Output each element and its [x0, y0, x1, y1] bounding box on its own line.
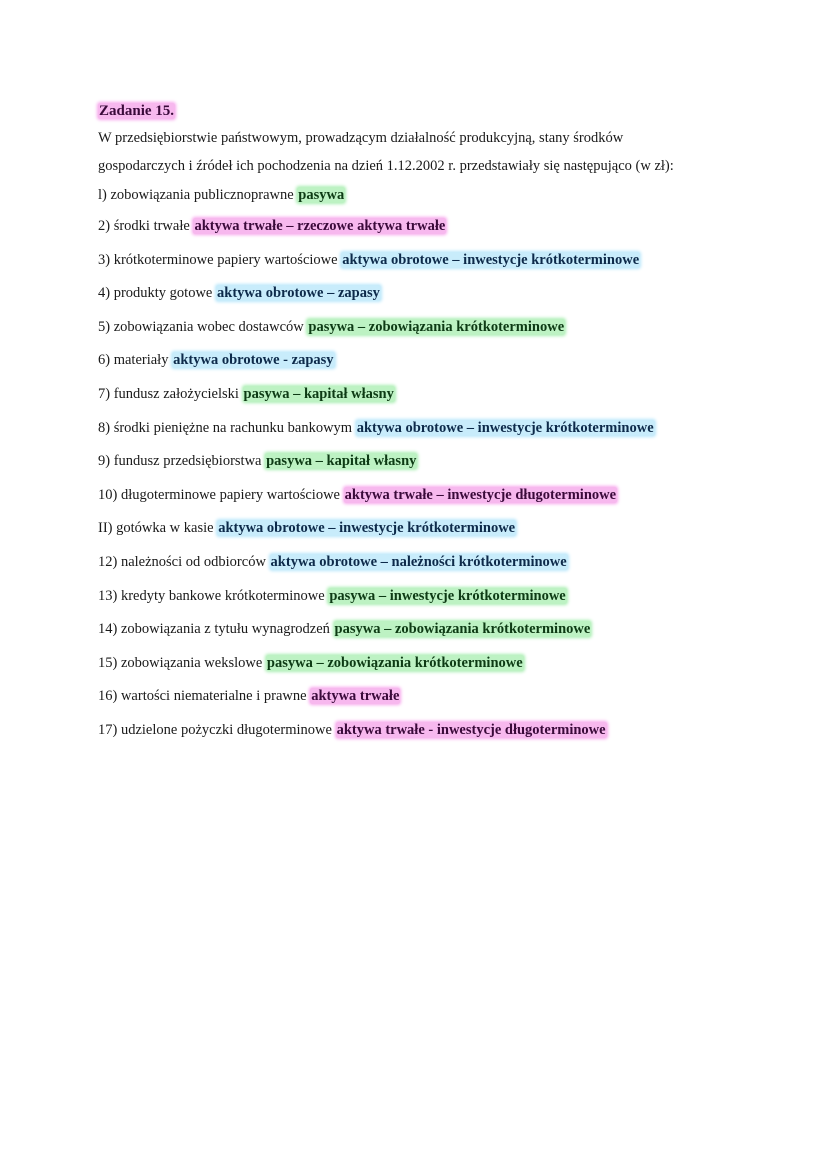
list-item	[98, 580, 738, 614]
item-answer: pasywa – zobowiązania krótkoterminowe	[308, 318, 565, 335]
item-text: 13) kredyty bankowe krótkoterminowe	[98, 587, 325, 604]
item-answer: pasywa – zobowiązania krótkoterminowe	[266, 654, 523, 671]
item-text: 2) środki trwałe	[98, 218, 190, 234]
item-text: 5) zobowiązania wobec dostawców	[98, 318, 304, 335]
list-item	[98, 546, 738, 580]
list-item	[98, 647, 738, 681]
item-text: 7) fundusz założycielski	[98, 385, 239, 402]
item-answer: aktywa obrotowe – inwestycje krótkoterminowe	[342, 251, 640, 268]
item-text: 10) długoterminowe papiery wartościowe	[98, 486, 340, 503]
item-answer: aktywa obrotowe – inwestycje krótkoterminowe	[356, 419, 654, 436]
document-page	[98, 100, 738, 748]
intro-line-2: gospodarczych i źródeł ich pochodzenia na dzień 1.12.2002 r. przedstawiały się następująco (w zł):	[98, 158, 674, 174]
item-text: 14) zobowiązania z tytułu wynagrodzeń	[98, 621, 330, 638]
item-answer: aktywa trwałe – inwestycje długoterminowe	[344, 486, 617, 503]
items-list	[98, 180, 738, 748]
item-answer: aktywa obrotowe - zapasy	[173, 352, 334, 369]
item-answer: aktywa obrotowe – inwestycje krótkoterminowe	[218, 520, 516, 537]
list-item	[98, 412, 738, 446]
item-answer: aktywa obrotowe – zapasy	[217, 285, 380, 302]
list-item	[98, 680, 738, 714]
list-item	[98, 180, 738, 210]
intro-line-1: W przedsiębiorstwie państwowym, prowadzącym działalność produkcyjną, stany środków	[98, 130, 624, 146]
task-title-text: Zadanie 15.	[99, 103, 175, 119]
item-text: 8) środki pieniężne na rachunku bankowym	[98, 419, 353, 436]
item-text: 15) zobowiązania wekslowe	[98, 654, 263, 671]
item-text: 16) wartości niematerialne i prawne	[98, 688, 307, 705]
item-answer: aktywa obrotowe – należności krótkoterminowe	[270, 553, 567, 570]
item-answer: pasywa – kapitał własny	[266, 453, 417, 470]
list-item	[98, 479, 738, 513]
item-answer: aktywa trwałe – rzeczowe aktywa trwałe	[194, 218, 446, 234]
item-answer: pasywa – inwestycje krótkoterminowe	[329, 587, 566, 604]
list-item	[98, 344, 738, 378]
item-text: 3) krótkoterminowe papiery wartościowe	[98, 251, 338, 268]
item-text: 9) fundusz przedsiębiorstwa	[98, 453, 262, 470]
item-text: II) gotówka w kasie	[98, 520, 214, 537]
list-item	[98, 378, 738, 412]
item-answer: pasywa – kapitał własny	[243, 385, 394, 402]
item-answer: pasywa	[298, 187, 345, 203]
item-text: 12) należności od odbiorców	[98, 553, 266, 570]
item-text: 17) udzielone pożyczki długoterminowe	[98, 721, 332, 738]
item-answer: aktywa trwałe	[311, 688, 400, 705]
list-item	[98, 445, 738, 479]
task-intro	[98, 124, 738, 180]
list-item	[98, 714, 738, 748]
list-item	[98, 613, 738, 647]
task-title	[98, 100, 738, 122]
list-item	[98, 512, 738, 546]
item-text: 6) materiały	[98, 352, 169, 369]
item-text: l) zobowiązania publicznoprawne	[98, 187, 294, 203]
list-item	[98, 277, 738, 311]
list-item	[98, 210, 738, 244]
list-item	[98, 244, 738, 278]
item-answer: aktywa trwałe - inwestycje długoterminowe	[336, 721, 606, 738]
item-answer: pasywa – zobowiązania krótkoterminowe	[334, 621, 591, 638]
list-item	[98, 311, 738, 345]
item-text: 4) produkty gotowe	[98, 285, 213, 302]
